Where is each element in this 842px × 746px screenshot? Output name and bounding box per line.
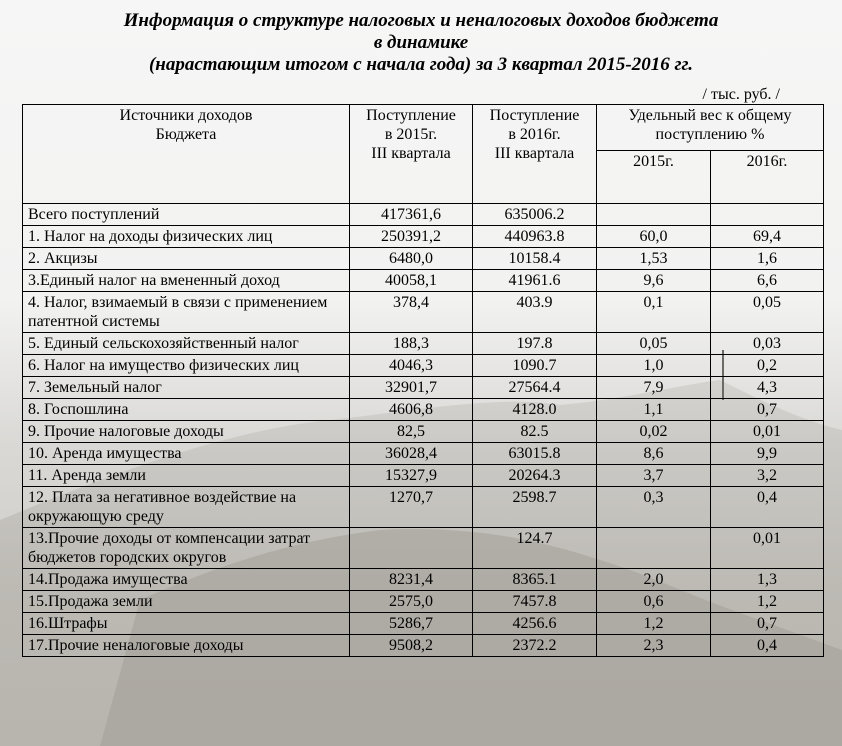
row-receipts-2015: 188,3 bbox=[350, 333, 473, 355]
row-receipts-2016: 10158.4 bbox=[473, 248, 597, 270]
row-receipts-2016: 20264.3 bbox=[473, 465, 597, 487]
row-source-name: 17.Прочие неналоговые доходы bbox=[23, 635, 350, 657]
row-receipts-2015: 15327,9 bbox=[350, 465, 473, 487]
row-share-2015: 1,0 bbox=[597, 355, 711, 377]
title-period-note: (нарастающим итогом с начала года) bbox=[148, 54, 472, 75]
row-share-2016: 69,4 bbox=[711, 226, 824, 248]
row-share-2015 bbox=[597, 204, 711, 226]
row-share-2015 bbox=[597, 528, 711, 569]
row-receipts-2015: 82,5 bbox=[350, 421, 473, 443]
table-row bbox=[23, 465, 824, 487]
table-row bbox=[23, 204, 824, 226]
row-share-2016: 1,3 bbox=[711, 569, 824, 591]
row-share-2015: 9,6 bbox=[597, 270, 711, 292]
revenue-structure-table bbox=[22, 104, 824, 657]
row-share-2016: 0,01 bbox=[711, 421, 824, 443]
row-share-2016: 0,7 bbox=[711, 399, 824, 421]
table-row bbox=[23, 226, 824, 248]
table-row bbox=[23, 635, 824, 657]
row-receipts-2016: 41961.6 bbox=[473, 270, 597, 292]
row-receipts-2016: 27564.4 bbox=[473, 377, 597, 399]
row-share-2015: 3,7 bbox=[597, 465, 711, 487]
header-2015-line1: Поступление bbox=[366, 107, 456, 124]
row-source-name: 16.Штрафы bbox=[23, 613, 350, 635]
header-source-line1: Источники доходов bbox=[119, 107, 253, 124]
row-share-2015: 2,3 bbox=[597, 635, 711, 657]
table-row bbox=[23, 443, 824, 465]
row-share-2016: 1,6 bbox=[711, 248, 824, 270]
row-share-2016: 0,01 bbox=[711, 528, 824, 569]
row-source-name: 11. Аренда земли bbox=[23, 465, 350, 487]
row-receipts-2016: 8365.1 bbox=[473, 569, 597, 591]
row-receipts-2016: 63015.8 bbox=[473, 443, 597, 465]
row-receipts-2016: 197.8 bbox=[473, 333, 597, 355]
row-share-2015: 0,6 bbox=[597, 591, 711, 613]
row-source-name: 7. Земельный налог bbox=[23, 377, 350, 399]
row-source-name: 5. Единый сельскохозяйственный налог bbox=[23, 333, 350, 355]
header-source bbox=[23, 105, 350, 204]
row-share-2015: 2,0 bbox=[597, 569, 711, 591]
table-row bbox=[23, 399, 824, 421]
row-receipts-2015: 1270,7 bbox=[350, 487, 473, 528]
table-row bbox=[23, 487, 824, 528]
row-source-name: 1. Налог на доходы физических лиц bbox=[23, 226, 350, 248]
row-source-name: Всего поступлений bbox=[23, 204, 350, 226]
row-share-2016: 6,6 bbox=[711, 270, 824, 292]
row-source-name: 13.Прочие доходы от компенсации затрат бюджетов городских округов bbox=[23, 528, 350, 569]
table-row bbox=[23, 613, 824, 635]
title-line-3 bbox=[0, 54, 842, 76]
row-receipts-2015: 250391,2 bbox=[350, 226, 473, 248]
row-receipts-2015: 2575,0 bbox=[350, 591, 473, 613]
row-share-2016: 0,2 bbox=[711, 355, 824, 377]
row-source-name: 6. Налог на имущество физических лиц bbox=[23, 355, 350, 377]
table-row bbox=[23, 333, 824, 355]
units-label: / тыс. руб. / bbox=[702, 86, 780, 103]
row-receipts-2015: 8231,4 bbox=[350, 569, 473, 591]
row-receipts-2016: 635006.2 bbox=[473, 204, 597, 226]
row-share-2015: 0,1 bbox=[597, 292, 711, 333]
row-receipts-2016: 82.5 bbox=[473, 421, 597, 443]
table-header-row bbox=[23, 105, 824, 151]
header-receipts-2016 bbox=[473, 105, 597, 204]
row-share-2015: 1,1 bbox=[597, 399, 711, 421]
row-receipts-2015 bbox=[350, 528, 473, 569]
title-period: за 3 квартал 2015-2016 гг. bbox=[471, 54, 694, 75]
header-2016-line1: Поступление bbox=[489, 107, 580, 124]
table-row bbox=[23, 591, 824, 613]
table-row bbox=[23, 270, 824, 292]
table-row bbox=[23, 248, 824, 270]
row-share-2015: 7,9 bbox=[597, 377, 711, 399]
row-receipts-2016: 4256.6 bbox=[473, 613, 597, 635]
row-receipts-2016: 124.7 bbox=[473, 528, 597, 569]
row-source-name: 14.Продажа имущества bbox=[23, 569, 350, 591]
row-receipts-2016: 4128.0 bbox=[473, 399, 597, 421]
document-title bbox=[0, 10, 842, 76]
header-2015-line3: III квартала bbox=[371, 145, 451, 162]
row-source-name: 15.Продажа земли bbox=[23, 591, 350, 613]
row-share-2016: 0,4 bbox=[711, 487, 824, 528]
row-share-2016: 9,9 bbox=[711, 443, 824, 465]
row-receipts-2015: 378,4 bbox=[350, 292, 473, 333]
row-receipts-2015: 9508,2 bbox=[350, 635, 473, 657]
row-share-2015: 8,6 bbox=[597, 443, 711, 465]
row-source-name: 4. Налог, взимаемый в связи с применением патентной системы bbox=[23, 292, 350, 333]
table-row bbox=[23, 421, 824, 443]
row-source-name: 8. Госпошлина bbox=[23, 399, 350, 421]
row-receipts-2016: 2372.2 bbox=[473, 635, 597, 657]
row-source-name: 3.Единый налог на вмененный доход bbox=[23, 270, 350, 292]
row-source-name: 2. Акцизы bbox=[23, 248, 350, 270]
row-receipts-2015: 417361,6 bbox=[350, 204, 473, 226]
row-receipts-2015: 6480,0 bbox=[350, 248, 473, 270]
row-receipts-2015: 4606,8 bbox=[350, 399, 473, 421]
row-share-2015: 0,05 bbox=[597, 333, 711, 355]
row-share-2015: 1,53 bbox=[597, 248, 711, 270]
row-share-2016: 1,2 bbox=[711, 591, 824, 613]
header-share-2015: 2015г. bbox=[597, 151, 711, 204]
row-source-name: 9. Прочие налоговые доходы bbox=[23, 421, 350, 443]
row-share-2016: 0,05 bbox=[711, 292, 824, 333]
row-receipts-2015: 40058,1 bbox=[350, 270, 473, 292]
row-receipts-2016: 440963.8 bbox=[473, 226, 597, 248]
table-row bbox=[23, 292, 824, 333]
header-share-line1: Удельный вес к общему bbox=[628, 107, 792, 124]
title-line-2: в динамике bbox=[373, 32, 469, 53]
table-row bbox=[23, 569, 824, 591]
header-2015-line2: в 2015г. bbox=[384, 126, 438, 143]
row-share-2015: 0,02 bbox=[597, 421, 711, 443]
row-receipts-2016: 7457.8 bbox=[473, 591, 597, 613]
row-receipts-2016: 403.9 bbox=[473, 292, 597, 333]
row-share-2016: 4,3 bbox=[711, 377, 824, 399]
header-share-line2: поступлению % bbox=[655, 126, 765, 143]
row-receipts-2015: 32901,7 bbox=[350, 377, 473, 399]
row-share-2016 bbox=[711, 204, 824, 226]
title-line-1: Информация о структуре налоговых и неналоговых доходов бюджета bbox=[123, 10, 719, 31]
row-receipts-2015: 5286,7 bbox=[350, 613, 473, 635]
row-receipts-2016: 1090.7 bbox=[473, 355, 597, 377]
row-share-2016: 0,03 bbox=[711, 333, 824, 355]
row-share-2016: 0,7 bbox=[711, 613, 824, 635]
table-row bbox=[23, 528, 824, 569]
row-share-2015: 1,2 bbox=[597, 613, 711, 635]
row-share-2015: 60,0 bbox=[597, 226, 711, 248]
header-source-line2: Бюджета bbox=[155, 126, 217, 143]
row-source-name: 12. Плата за негативное воздействие на окружающую среду bbox=[23, 487, 350, 528]
header-share-2016: 2016г. bbox=[711, 151, 824, 204]
row-receipts-2016: 2598.7 bbox=[473, 487, 597, 528]
header-2016-line3: III квартала bbox=[494, 145, 575, 162]
header-receipts-2015 bbox=[350, 105, 473, 204]
row-source-name: 10. Аренда имущества bbox=[23, 443, 350, 465]
header-2016-line2: в 2016г. bbox=[508, 126, 561, 143]
header-share bbox=[597, 105, 824, 151]
row-share-2016: 0,4 bbox=[711, 635, 824, 657]
table-row bbox=[23, 377, 824, 399]
row-receipts-2015: 36028,4 bbox=[350, 443, 473, 465]
row-receipts-2015: 4046,3 bbox=[350, 355, 473, 377]
row-share-2016: 3,2 bbox=[711, 465, 824, 487]
row-share-2015: 0,3 bbox=[597, 487, 711, 528]
table-row bbox=[23, 355, 824, 377]
